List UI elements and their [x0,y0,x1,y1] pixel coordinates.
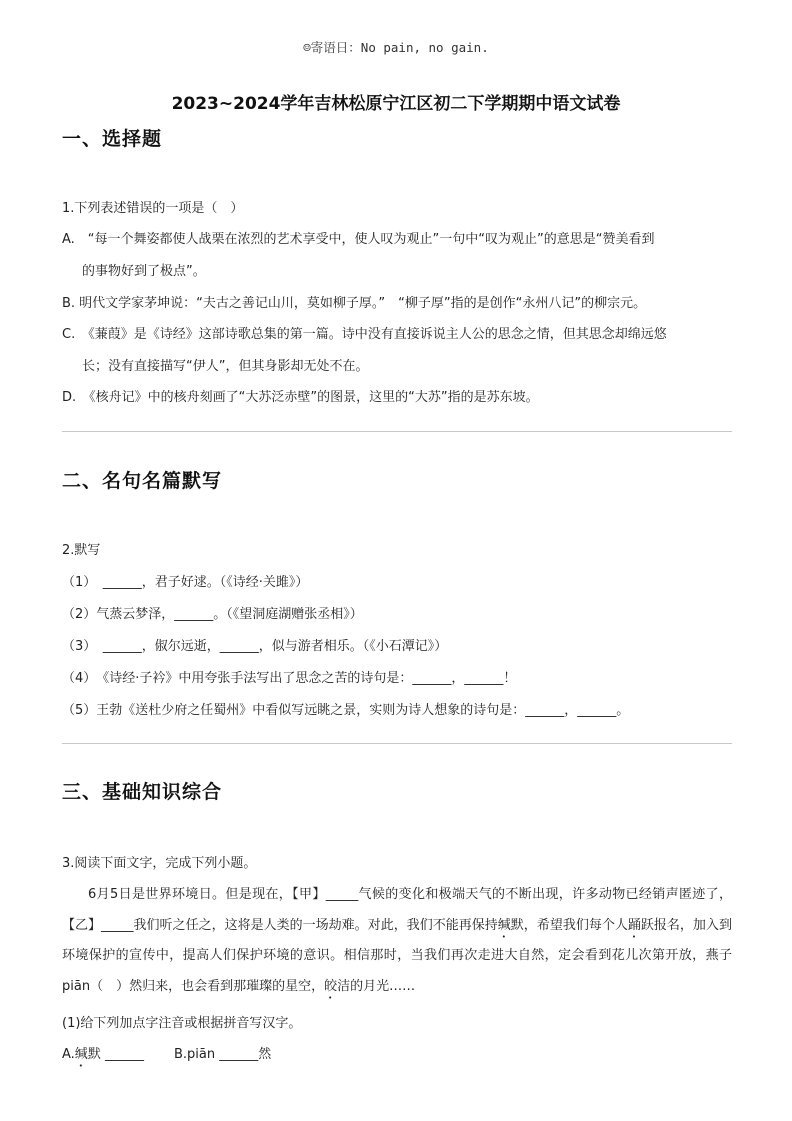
q3-answer-line [62,1046,271,1070]
page-header-motto: ☺寄语日：No pain, no gain. [303,40,489,55]
section-title-choice: 一、选择题 [62,128,163,150]
dotted-char-2: 踊 [627,917,641,933]
document-title: 2023~2024学年吉林松原宁江区初二下学期期中语文试卷 [171,94,621,114]
passage-text-3: 跃报名，加入到环境保护的宣传中，提高人们保护环境的意识。相信那时，当我们再次走进大自然，定会看到花儿次第开放，燕子piān（ ）然归来，也会看到那璀璨的星空， [62,917,732,994]
answer-a-blank: 默 ______ [87,1047,144,1062]
answer-a-dotted-char: 缄 [74,1047,88,1062]
passage-text-2: 默，希望我们每个人 [510,917,628,933]
passage-text-1: 6月5日是世界环境日。但是现在，【甲】_____气候的变化和极端天气的不断出现，许多动物已经销声匿迹了，【乙】_____我们听之任之，这将是人类的一场劫难。对此，我们不能再保持 [62,887,732,933]
q1-option-a-line2: 的事物好到了极点”。 [82,264,206,279]
dotted-char-1: 缄 [497,917,511,933]
q2-item-1: （1） ______，君子好逑。（《诗经·关雎》） [62,575,309,590]
q2-stem: 2.默写 [62,543,101,558]
q1-option-c-line2: 长；没有直接描写“伊人”，但其身影却无处不在。 [82,359,369,374]
q1-option-b: B. 明代文学家茅坤说：“夫古之善记山川，莫如柳子厚。” “柳子厚”指的是创作“永州八记”的柳宗元。 [62,296,647,311]
q1-option-c-line1: C. 《蒹葭》是《诗经》这部诗歌总集的第一篇。诗中没有直接诉说主人公的思念之情，但其思念却绵远悠 [62,327,667,342]
q3-subquestion-1: (1)给下列加点字注音或根据拼音写汉字。 [62,1016,302,1031]
section-divider [62,743,732,744]
answer-b: B.piān ______然 [173,1047,272,1062]
q3-passage [62,880,732,1002]
q2-item-5: （5）王勃《送杜少府之任蜀州》中看似写远眺之景，实则为诗人想象的诗句是：______，______。 [62,703,630,718]
q2-item-4: （4） 《诗经·子衿》中用夸张手法写出了思念之苦的诗句是：______，______！ [62,671,517,686]
q1-option-d: D. 《核舟记》中的核舟刻画了“大苏泛赤壁”的图景，这里的“大苏”指的是苏东坡。 [62,390,539,405]
q2-item-2: （2）气蒸云梦泽，______。（《望洞庭湖赠张丞相》） [62,607,363,622]
q2-item-3: （3） ______，俶尔远逝，______，似与游者相乐。（《小石潭记》） [62,639,448,654]
answer-a-label: A. [62,1047,75,1062]
section-title-recitation: 二、名句名篇默写 [62,470,223,492]
q1-stem: 1.下列表述错误的一项是（ ） [62,201,244,216]
q3-stem: 3.阅读下面文字，完成下列小题。 [62,856,257,871]
passage-text-4: 洁的月光…… [337,978,416,994]
section-divider [62,431,732,432]
dotted-char-3: 皎 [324,978,338,994]
section-title-basics: 三、基础知识综合 [62,781,223,803]
q1-option-a-line1: A. “每一个舞姿都使人战栗在浓烈的艺术享受中，使人叹为观止”一句中“叹为观止”的意思是“赞美看到 [62,232,655,247]
